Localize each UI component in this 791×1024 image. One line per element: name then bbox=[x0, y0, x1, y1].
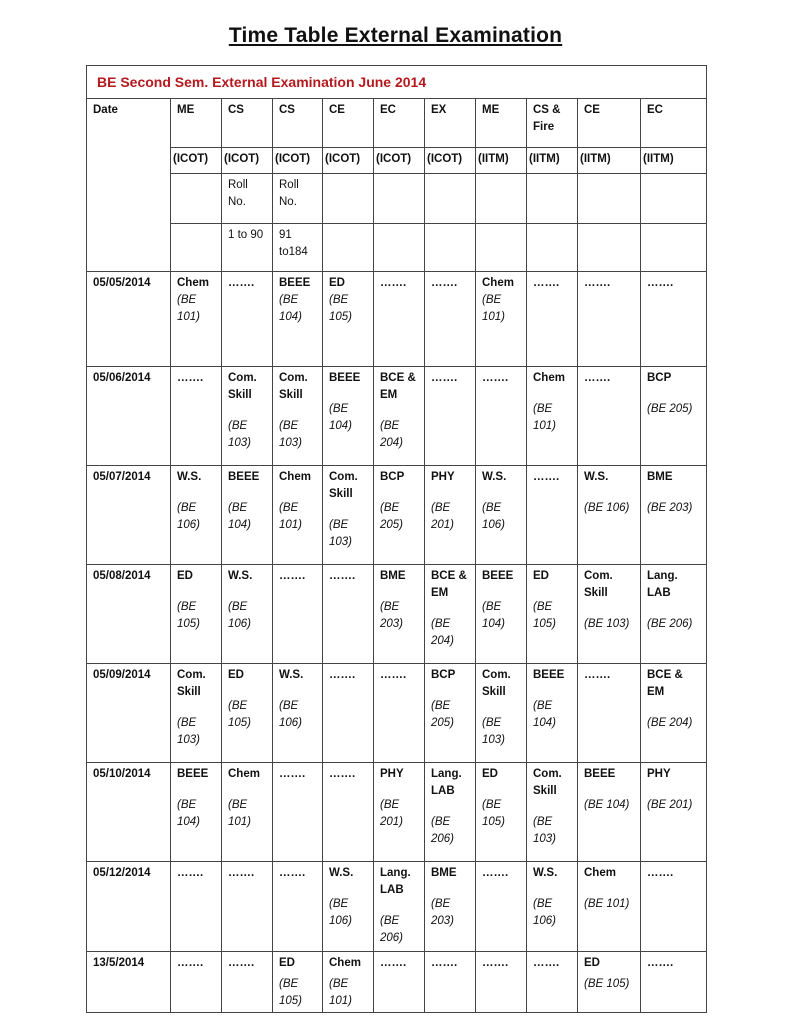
exam-date: 05/05/2014 bbox=[87, 272, 171, 367]
column-header-roll-range bbox=[425, 224, 476, 272]
subject-name: BCP bbox=[431, 669, 456, 681]
table-row bbox=[87, 952, 707, 1013]
subject-name: W.S. bbox=[329, 867, 354, 879]
exam-cell bbox=[641, 466, 707, 565]
table-row bbox=[87, 466, 707, 565]
subject-name: ……. bbox=[533, 277, 560, 289]
column-header-roll-range bbox=[323, 224, 374, 272]
column-header-inst: (ICOT) bbox=[222, 148, 273, 174]
exam-cell bbox=[527, 367, 578, 466]
page-title: Time Table External Examination bbox=[228, 24, 563, 47]
subject-name: W.S. bbox=[228, 570, 253, 582]
exam-date: 05/10/2014 bbox=[87, 763, 171, 862]
exam-heading-row bbox=[87, 66, 707, 99]
subject-name: BME bbox=[380, 570, 406, 582]
subject-name: W.S. bbox=[584, 471, 609, 483]
subject-code: (BE 106) bbox=[279, 700, 303, 729]
subject-name: ED bbox=[177, 570, 193, 582]
subject-code: (BE 101) bbox=[533, 403, 557, 432]
exam-cell bbox=[527, 664, 578, 763]
subject-code: (BE 104) bbox=[329, 403, 353, 432]
subject-name: Com. Skill bbox=[228, 372, 257, 401]
subject-code: (BE 105) bbox=[177, 601, 201, 630]
subject-code: (BE 201) bbox=[647, 799, 693, 811]
subject-code: (BE 204) bbox=[431, 618, 455, 647]
exam-cell bbox=[171, 763, 222, 862]
subject-code: (BE 101) bbox=[329, 978, 353, 1007]
subject-name: Com. Skill bbox=[329, 471, 358, 500]
column-header-roll-label bbox=[323, 174, 374, 224]
exam-cell bbox=[273, 952, 323, 1013]
subject-name: BCE & EM bbox=[647, 669, 683, 698]
subject-name: ……. bbox=[329, 570, 356, 582]
exam-cell bbox=[476, 565, 527, 664]
subject-name: ……. bbox=[228, 867, 255, 879]
subject-code: (BE 203) bbox=[380, 601, 404, 630]
column-header-inst: (IITM) bbox=[641, 148, 707, 174]
exam-cell bbox=[578, 466, 641, 565]
exam-cell bbox=[171, 952, 222, 1013]
exam-cell bbox=[222, 952, 273, 1013]
column-header-roll-label bbox=[578, 174, 641, 224]
subject-code: (BE 105) bbox=[584, 978, 630, 990]
column-header-roll-label: Roll No. bbox=[222, 174, 273, 224]
subject-name: ……. bbox=[228, 957, 255, 969]
table-row bbox=[87, 367, 707, 466]
exam-cell bbox=[374, 664, 425, 763]
subject-code: (BE 101) bbox=[482, 294, 506, 323]
header-row-inst bbox=[87, 148, 707, 174]
subject-name: Com. Skill bbox=[533, 768, 562, 797]
subject-name: BCE & EM bbox=[380, 372, 416, 401]
column-header-roll-range bbox=[527, 224, 578, 272]
exam-cell bbox=[273, 664, 323, 763]
exam-cell bbox=[273, 862, 323, 952]
column-header-roll-label bbox=[374, 174, 425, 224]
exam-cell bbox=[323, 272, 374, 367]
subject-code: (BE 103) bbox=[482, 717, 506, 746]
subject-code: (BE 106) bbox=[482, 502, 506, 531]
subject-name: ……. bbox=[431, 957, 458, 969]
exam-cell bbox=[425, 367, 476, 466]
subject-name: ……. bbox=[279, 570, 306, 582]
subject-name: Chem bbox=[279, 471, 311, 483]
exam-date: 05/08/2014 bbox=[87, 565, 171, 664]
subject-name: ……. bbox=[482, 372, 509, 384]
exam-cell bbox=[374, 565, 425, 664]
exam-cell bbox=[425, 664, 476, 763]
subject-name: ……. bbox=[533, 471, 560, 483]
exam-cell bbox=[222, 565, 273, 664]
subject-code: (BE 103) bbox=[533, 816, 557, 845]
subject-code: (BE 106) bbox=[177, 502, 201, 531]
column-header-roll-label: Roll No. bbox=[273, 174, 323, 224]
column-header-inst: (ICOT) bbox=[323, 148, 374, 174]
exam-cell bbox=[578, 763, 641, 862]
subject-code: (BE 205) bbox=[431, 700, 455, 729]
exam-cell bbox=[578, 565, 641, 664]
subject-code: (BE 101) bbox=[584, 898, 630, 910]
date-column-header: Date bbox=[87, 99, 171, 272]
subject-name: Chem bbox=[584, 867, 616, 879]
subject-name: Chem bbox=[482, 277, 514, 289]
subject-name: ……. bbox=[380, 957, 407, 969]
subject-code: (BE 105) bbox=[279, 978, 303, 1007]
subject-code: (BE 101) bbox=[228, 799, 252, 828]
column-header-branch: CS & Fire bbox=[527, 99, 578, 148]
exam-cell bbox=[476, 466, 527, 565]
subject-name: Lang. LAB bbox=[647, 570, 678, 599]
subject-name: PHY bbox=[380, 768, 404, 780]
exam-cell bbox=[374, 952, 425, 1013]
exam-date: 05/09/2014 bbox=[87, 664, 171, 763]
exam-heading: BE Second Sem. External Examination June 2014 bbox=[87, 66, 707, 99]
column-header-roll-range bbox=[374, 224, 425, 272]
column-header-roll-range bbox=[476, 224, 527, 272]
subject-name: ED bbox=[584, 957, 600, 969]
subject-code: (BE 104) bbox=[177, 799, 201, 828]
subject-name: ……. bbox=[533, 957, 560, 969]
subject-name: BEEE bbox=[279, 277, 311, 289]
subject-name: ……. bbox=[584, 277, 611, 289]
column-header-branch: EC bbox=[641, 99, 707, 148]
exam-cell bbox=[273, 466, 323, 565]
exam-cell bbox=[273, 565, 323, 664]
exam-cell bbox=[222, 367, 273, 466]
column-header-roll-range: 91 to184 bbox=[273, 224, 323, 272]
exam-cell bbox=[527, 466, 578, 565]
subject-name: ……. bbox=[647, 957, 674, 969]
subject-name: Chem bbox=[329, 957, 361, 969]
timetable bbox=[86, 65, 707, 1013]
exam-cell bbox=[641, 862, 707, 952]
exam-cell bbox=[374, 763, 425, 862]
subject-name: ……. bbox=[647, 867, 674, 879]
column-header-inst: (IITM) bbox=[578, 148, 641, 174]
subject-code: (BE 104) bbox=[584, 799, 630, 811]
subject-code: (BE 201) bbox=[380, 799, 404, 828]
subject-name: ……. bbox=[482, 957, 509, 969]
subject-code: (BE 105) bbox=[482, 799, 506, 828]
subject-name: Com. Skill bbox=[482, 669, 511, 698]
exam-cell bbox=[273, 763, 323, 862]
exam-cell bbox=[641, 763, 707, 862]
subject-name: ……. bbox=[584, 372, 611, 384]
subject-code: (BE 201) bbox=[431, 502, 455, 531]
subject-name: ……. bbox=[177, 372, 204, 384]
subject-name: BCE & EM bbox=[431, 570, 467, 599]
exam-cell bbox=[273, 272, 323, 367]
subject-code: (BE 104) bbox=[482, 601, 506, 630]
subject-code: (BE 103) bbox=[228, 420, 252, 449]
exam-cell bbox=[374, 466, 425, 565]
subject-name: ED bbox=[329, 277, 345, 289]
subject-code: (BE 106) bbox=[329, 898, 353, 927]
subject-name: BME bbox=[431, 867, 457, 879]
column-header-roll-label bbox=[171, 174, 222, 224]
exam-cell bbox=[641, 272, 707, 367]
exam-cell bbox=[527, 952, 578, 1013]
subject-name: PHY bbox=[647, 768, 671, 780]
exam-cell bbox=[578, 952, 641, 1013]
column-header-branch: CS bbox=[273, 99, 323, 148]
exam-cell bbox=[323, 862, 374, 952]
exam-cell bbox=[171, 272, 222, 367]
subject-code: (BE 101) bbox=[177, 294, 201, 323]
subject-name: BME bbox=[647, 471, 673, 483]
exam-cell bbox=[425, 466, 476, 565]
exam-cell bbox=[323, 466, 374, 565]
column-header-branch: CE bbox=[323, 99, 374, 148]
column-header-roll-range bbox=[578, 224, 641, 272]
subject-code: (BE 105) bbox=[533, 601, 557, 630]
column-header-roll-range bbox=[171, 224, 222, 272]
exam-cell bbox=[578, 367, 641, 466]
exam-cell bbox=[425, 952, 476, 1013]
column-header-roll-label bbox=[641, 174, 707, 224]
subject-name: BCP bbox=[380, 471, 405, 483]
column-header-roll-label bbox=[527, 174, 578, 224]
exam-cell bbox=[641, 664, 707, 763]
exam-cell bbox=[171, 565, 222, 664]
subject-code: (BE 205) bbox=[380, 502, 404, 531]
exam-cell bbox=[425, 565, 476, 664]
exam-cell bbox=[578, 862, 641, 952]
column-header-branch: EX bbox=[425, 99, 476, 148]
exam-cell bbox=[578, 664, 641, 763]
table-row bbox=[87, 664, 707, 763]
column-header-roll-range bbox=[641, 224, 707, 272]
exam-cell bbox=[425, 862, 476, 952]
subject-name: BEEE bbox=[329, 372, 361, 384]
subject-code: (BE 205) bbox=[647, 403, 693, 415]
exam-date: 13/5/2014 bbox=[87, 952, 171, 1013]
subject-code: (BE 103) bbox=[329, 519, 353, 548]
exam-cell bbox=[222, 272, 273, 367]
subject-name: W.S. bbox=[279, 669, 304, 681]
column-header-inst: (IITM) bbox=[476, 148, 527, 174]
table-row bbox=[87, 272, 707, 367]
subject-name: ……. bbox=[228, 277, 255, 289]
column-header-branch: ME bbox=[476, 99, 527, 148]
exam-cell bbox=[323, 367, 374, 466]
subject-code: (BE 105) bbox=[228, 700, 252, 729]
subject-name: ……. bbox=[279, 768, 306, 780]
subject-name: ……. bbox=[584, 669, 611, 681]
exam-cell bbox=[476, 272, 527, 367]
exam-cell bbox=[476, 952, 527, 1013]
column-header-inst: (ICOT) bbox=[425, 148, 476, 174]
subject-name: BEEE bbox=[228, 471, 260, 483]
exam-cell bbox=[641, 565, 707, 664]
subject-name: ……. bbox=[482, 867, 509, 879]
subject-code: (BE 206) bbox=[647, 618, 693, 630]
exam-cell bbox=[374, 862, 425, 952]
exam-cell bbox=[476, 367, 527, 466]
column-header-inst: (IITM) bbox=[527, 148, 578, 174]
exam-cell bbox=[171, 664, 222, 763]
exam-cell bbox=[425, 763, 476, 862]
exam-cell bbox=[476, 862, 527, 952]
subject-code: (BE 106) bbox=[533, 898, 557, 927]
subject-code: (BE 203) bbox=[647, 502, 693, 514]
subject-name: ……. bbox=[329, 768, 356, 780]
subject-name: Lang. LAB bbox=[431, 768, 462, 797]
subject-name: ……. bbox=[177, 957, 204, 969]
header-row-branch bbox=[87, 99, 707, 148]
subject-name: PHY bbox=[431, 471, 455, 483]
subject-name: Com. Skill bbox=[584, 570, 613, 599]
exam-cell bbox=[171, 466, 222, 565]
subject-name: Chem bbox=[533, 372, 565, 384]
exam-cell bbox=[641, 367, 707, 466]
subject-name: BEEE bbox=[584, 768, 616, 780]
column-header-branch: CS bbox=[222, 99, 273, 148]
exam-cell bbox=[578, 272, 641, 367]
header-row-roll-label bbox=[87, 174, 707, 224]
column-header-branch: CE bbox=[578, 99, 641, 148]
subject-name: ……. bbox=[329, 669, 356, 681]
subject-code: (BE 206) bbox=[431, 816, 455, 845]
exam-cell bbox=[425, 272, 476, 367]
subject-name: BEEE bbox=[533, 669, 565, 681]
subject-name: Chem bbox=[228, 768, 260, 780]
subject-code: (BE 203) bbox=[431, 898, 455, 927]
subject-name: ……. bbox=[380, 277, 407, 289]
subject-name: Lang. LAB bbox=[380, 867, 411, 896]
exam-cell bbox=[171, 862, 222, 952]
header-row-roll-range bbox=[87, 224, 707, 272]
subject-name: ED bbox=[228, 669, 244, 681]
exam-cell bbox=[323, 952, 374, 1013]
exam-cell bbox=[476, 664, 527, 763]
column-header-roll-label bbox=[425, 174, 476, 224]
subject-name: BEEE bbox=[482, 570, 514, 582]
table-row bbox=[87, 763, 707, 862]
exam-cell bbox=[374, 272, 425, 367]
exam-cell bbox=[527, 763, 578, 862]
subject-name: ED bbox=[533, 570, 549, 582]
subject-name: ……. bbox=[431, 372, 458, 384]
subject-name: ……. bbox=[380, 669, 407, 681]
column-header-roll-label bbox=[476, 174, 527, 224]
subject-code: (BE 103) bbox=[279, 420, 303, 449]
subject-code: (BE 104) bbox=[279, 294, 303, 323]
subject-name: ED bbox=[279, 957, 295, 969]
subject-code: (BE 106) bbox=[584, 502, 630, 514]
subject-code: (BE 104) bbox=[228, 502, 252, 531]
exam-cell bbox=[323, 664, 374, 763]
exam-cell bbox=[374, 367, 425, 466]
subject-code: (BE 204) bbox=[380, 420, 404, 449]
table-row bbox=[87, 862, 707, 952]
subject-name: BCP bbox=[647, 372, 672, 384]
exam-cell bbox=[476, 763, 527, 862]
subject-name: BEEE bbox=[177, 768, 209, 780]
subject-code: (BE 105) bbox=[329, 294, 353, 323]
subject-name: ED bbox=[482, 768, 498, 780]
column-header-branch: ME bbox=[171, 99, 222, 148]
column-header-branch: EC bbox=[374, 99, 425, 148]
subject-code: (BE 104) bbox=[533, 700, 557, 729]
column-header-roll-range: 1 to 90 bbox=[222, 224, 273, 272]
subject-code: (BE 103) bbox=[177, 717, 201, 746]
exam-cell bbox=[527, 862, 578, 952]
subject-code: (BE 206) bbox=[380, 915, 404, 944]
exam-cell bbox=[323, 763, 374, 862]
column-header-inst: (ICOT) bbox=[374, 148, 425, 174]
subject-code: (BE 204) bbox=[647, 717, 693, 729]
column-header-inst: (ICOT) bbox=[273, 148, 323, 174]
exam-date: 05/06/2014 bbox=[87, 367, 171, 466]
exam-cell bbox=[273, 367, 323, 466]
subject-name: W.S. bbox=[177, 471, 202, 483]
exam-cell bbox=[222, 862, 273, 952]
exam-date: 05/07/2014 bbox=[87, 466, 171, 565]
subject-name: Com. Skill bbox=[279, 372, 308, 401]
subject-name: W.S. bbox=[482, 471, 507, 483]
table-row bbox=[87, 565, 707, 664]
subject-name: ……. bbox=[279, 867, 306, 879]
exam-cell bbox=[527, 272, 578, 367]
subject-code: (BE 106) bbox=[228, 601, 252, 630]
column-header-inst: (ICOT) bbox=[171, 148, 222, 174]
exam-cell bbox=[171, 367, 222, 466]
subject-name: ……. bbox=[647, 277, 674, 289]
subject-code: (BE 103) bbox=[584, 618, 630, 630]
subject-name: ……. bbox=[177, 867, 204, 879]
subject-name: Com. Skill bbox=[177, 669, 206, 698]
subject-name: Chem bbox=[177, 277, 209, 289]
exam-cell bbox=[641, 952, 707, 1013]
subject-code: (BE 101) bbox=[279, 502, 303, 531]
exam-cell bbox=[222, 664, 273, 763]
subject-name: ……. bbox=[431, 277, 458, 289]
exam-cell bbox=[222, 466, 273, 565]
exam-cell bbox=[323, 565, 374, 664]
exam-cell bbox=[222, 763, 273, 862]
exam-cell bbox=[527, 565, 578, 664]
exam-date: 05/12/2014 bbox=[87, 862, 171, 952]
subject-name: W.S. bbox=[533, 867, 558, 879]
